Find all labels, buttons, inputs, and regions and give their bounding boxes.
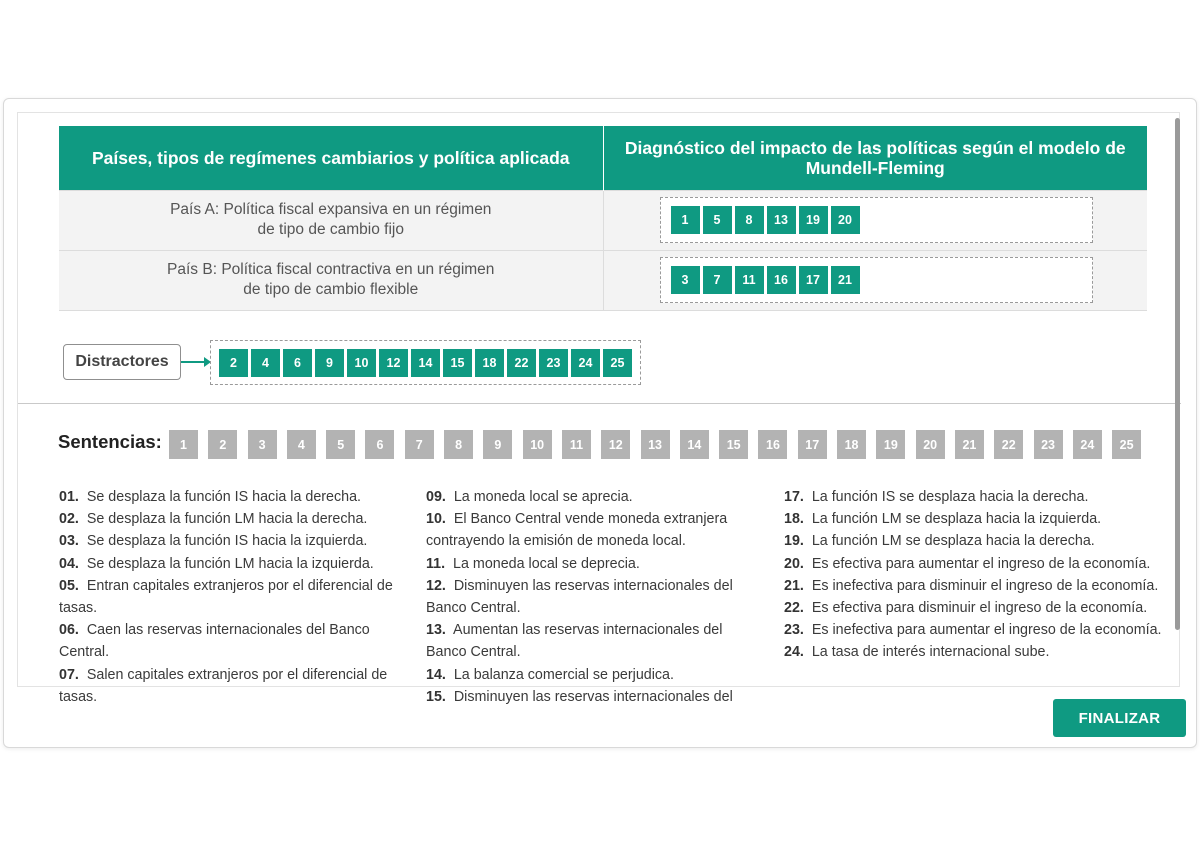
answer-chip[interactable]: 12 [379,349,408,377]
statement-item [59,664,405,708]
finalizar-button[interactable]: FINALIZAR [1053,699,1186,737]
statement-item [784,575,1174,597]
statement-text: Es inefectiva para aumentar el ingreso de la economía. [811,622,1162,639]
statement-text: El Banco Central vende moneda extranjera contrayendo la emisión de moneda local. [426,511,728,550]
statement-item [426,686,762,708]
statement-text: Disminuyen las reservas internacionales del [453,688,733,705]
sentence-tile[interactable]: 8 [444,430,473,459]
sentence-tile[interactable]: 25 [1112,430,1141,459]
answer-chip[interactable]: 17 [799,266,828,294]
statement-text: Caen las reservas internacionales del Banco Central. [59,622,370,661]
statement-number: 11. [426,555,446,572]
sentence-tile[interactable]: 21 [955,430,984,459]
statement-number: 13. [426,622,446,639]
sentence-tile[interactable]: 10 [523,430,552,459]
answer-chip[interactable]: 13 [767,206,796,234]
dropzone-pais-a[interactable] [660,197,1093,243]
diagnosis-cell-a [603,190,1147,250]
statement-number: 12. [426,577,446,594]
sentence-tile[interactable]: 3 [248,430,277,459]
statement-item [59,553,405,575]
sentencias-tray [169,430,1141,459]
sentence-tile[interactable]: 23 [1034,430,1063,459]
statement-number: 17. [784,489,804,505]
diagnosis-cell-b [603,250,1147,310]
statements-column-2 [426,486,762,708]
statement-number: 05. [59,577,79,594]
statement-number: 02. [59,511,79,528]
sentence-tile[interactable]: 19 [876,430,905,459]
statement-number: 07. [59,666,79,683]
sentencias-label: Sentencias: [58,431,162,452]
statement-item [784,530,1174,552]
scroll-viewport[interactable] [17,112,1180,705]
statement-item [59,575,405,619]
statement-number: 19. [784,533,804,550]
statement-number: 24. [784,644,804,661]
exercise-modal [3,98,1197,748]
answer-chip[interactable]: 2 [219,349,248,377]
table-row-pais-b [59,250,1147,310]
statement-item [784,641,1174,663]
statement-number: 06. [59,622,79,639]
statement-text: Es efectiva para aumentar el ingreso de la economía. [811,555,1151,572]
statement-number: 22. [784,600,804,617]
sentence-tile[interactable]: 11 [562,430,591,459]
table-row-pais-a [59,190,1147,250]
answer-chip[interactable]: 4 [251,349,280,377]
answer-chip[interactable]: 16 [767,266,796,294]
statement-item [59,530,405,552]
sentence-tile[interactable]: 12 [601,430,630,459]
answer-chip[interactable]: 3 [671,266,700,294]
sentence-tile[interactable]: 17 [798,430,827,459]
answer-chip[interactable]: 14 [411,349,440,377]
statement-item [426,553,762,575]
statement-text: Se desplaza la función IS hacia la izquierda. [86,533,368,550]
sentence-tile[interactable]: 16 [758,430,787,459]
statement-item [426,664,762,686]
statement-text: Aumentan las reservas internacionales del Banco Central. [426,622,723,661]
statement-number: 09. [426,489,446,505]
vertical-scrollbar[interactable] [1175,118,1180,630]
country-cell-b: País B: Política fiscal contractiva en un régimen de tipo de cambio flexible [59,250,603,310]
section-divider [18,403,1181,404]
sentence-tile[interactable]: 18 [837,430,866,459]
statement-text: Se desplaza la función LM hacia la izquierda. [86,555,374,572]
sentence-tile[interactable]: 1 [169,430,198,459]
sentence-tile[interactable]: 13 [641,430,670,459]
answer-chip[interactable]: 18 [475,349,504,377]
statement-number: 14. [426,666,446,683]
sentence-tile[interactable]: 6 [365,430,394,459]
answer-chip[interactable]: 10 [347,349,376,377]
answer-chip[interactable]: 7 [703,266,732,294]
statement-item [784,553,1174,575]
statement-number: 18. [784,511,804,528]
statement-number: 03. [59,533,79,550]
sentence-tile[interactable]: 22 [994,430,1023,459]
statement-number: 04. [59,555,79,572]
sentence-tile[interactable]: 9 [483,430,512,459]
statement-number: 20. [784,555,804,572]
header-diagnosis: Diagnóstico del impacto de las políticas según el modelo de Mundell-Fleming [603,126,1147,190]
statement-item [59,508,405,530]
statement-text: La moneda local se aprecia. [453,489,633,505]
answer-chip[interactable]: 8 [735,206,764,234]
statement-text: La moneda local se deprecia. [453,555,640,572]
statement-text: Entran capitales extranjeros por el diferencial de tasas. [59,577,393,617]
answer-chip[interactable]: 22 [507,349,536,377]
statement-number: 10. [426,511,446,528]
statement-number: 21. [784,577,804,594]
statement-item [59,486,405,508]
statement-number: 01. [59,489,79,505]
statement-text: La función IS se desplaza hacia la derecha. [811,489,1089,505]
sentence-tile[interactable]: 5 [326,430,355,459]
statement-text: Es efectiva para disminuir el ingreso de la economía. [811,600,1148,617]
sentence-tile[interactable]: 20 [916,430,945,459]
statement-text: La función LM se desplaza hacia la derecha. [811,533,1095,550]
statement-item [784,597,1174,619]
statement-item [784,619,1174,641]
answer-chip[interactable]: 11 [735,266,764,294]
country-cell-a: País A: Política fiscal expansiva en un régimen de tipo de cambio fijo [59,190,603,250]
statement-text: Salen capitales extranjeros por el diferencial de tasas. [59,666,388,705]
statement-number: 23. [784,622,804,639]
dropzone-distractores[interactable] [210,340,641,385]
answer-chip[interactable]: 5 [703,206,732,234]
sentence-tile[interactable]: 4 [287,430,316,459]
statement-item [426,508,762,552]
statements-column-1 [59,486,405,708]
statement-text: La balanza comercial se perjudica. [453,666,674,683]
answer-chip[interactable]: 24 [571,349,600,377]
sentence-tile[interactable]: 2 [208,430,237,459]
answer-chip[interactable]: 19 [799,206,828,234]
diagnosis-table [59,126,1147,311]
statement-text: Se desplaza la función IS hacia la derecha. [86,489,362,505]
statement-item [426,575,762,619]
answer-chip[interactable]: 21 [831,266,860,294]
answer-chip[interactable]: 1 [671,206,700,234]
answer-chip[interactable]: 25 [603,349,632,377]
sentence-tile[interactable]: 15 [719,430,748,459]
sentence-tile[interactable]: 7 [405,430,434,459]
header-countries: Países, tipos de regímenes cambiarios y política aplicada [59,126,603,190]
answer-chip[interactable]: 9 [315,349,344,377]
statements-column-3 [784,486,1174,664]
statement-text: La función LM se desplaza hacia la izquierda. [811,511,1102,528]
sentence-tile[interactable]: 14 [680,430,709,459]
statement-text: Es inefectiva para disminuir el ingreso de la economía. [811,577,1159,594]
statement-text: La tasa de interés internacional sube. [811,644,1050,661]
statement-item [426,619,762,663]
dropzone-pais-b[interactable] [660,257,1093,303]
statement-number: 15. [426,688,446,705]
sentence-tile[interactable]: 24 [1073,430,1102,459]
statement-item [59,619,405,663]
statement-item [784,508,1174,530]
answer-chip[interactable]: 6 [283,349,312,377]
statement-item [784,486,1174,508]
answer-chip[interactable]: 15 [443,349,472,377]
distractores-label: Distractores [63,344,181,380]
answer-chip[interactable]: 23 [539,349,568,377]
answer-chip[interactable]: 20 [831,206,860,234]
arrow-right-icon [181,361,209,363]
statement-item [426,486,762,508]
statement-text: Se desplaza la función LM hacia la derecha. [86,511,368,528]
statement-text: Disminuyen las reservas internacionales del Banco Central. [426,577,733,617]
